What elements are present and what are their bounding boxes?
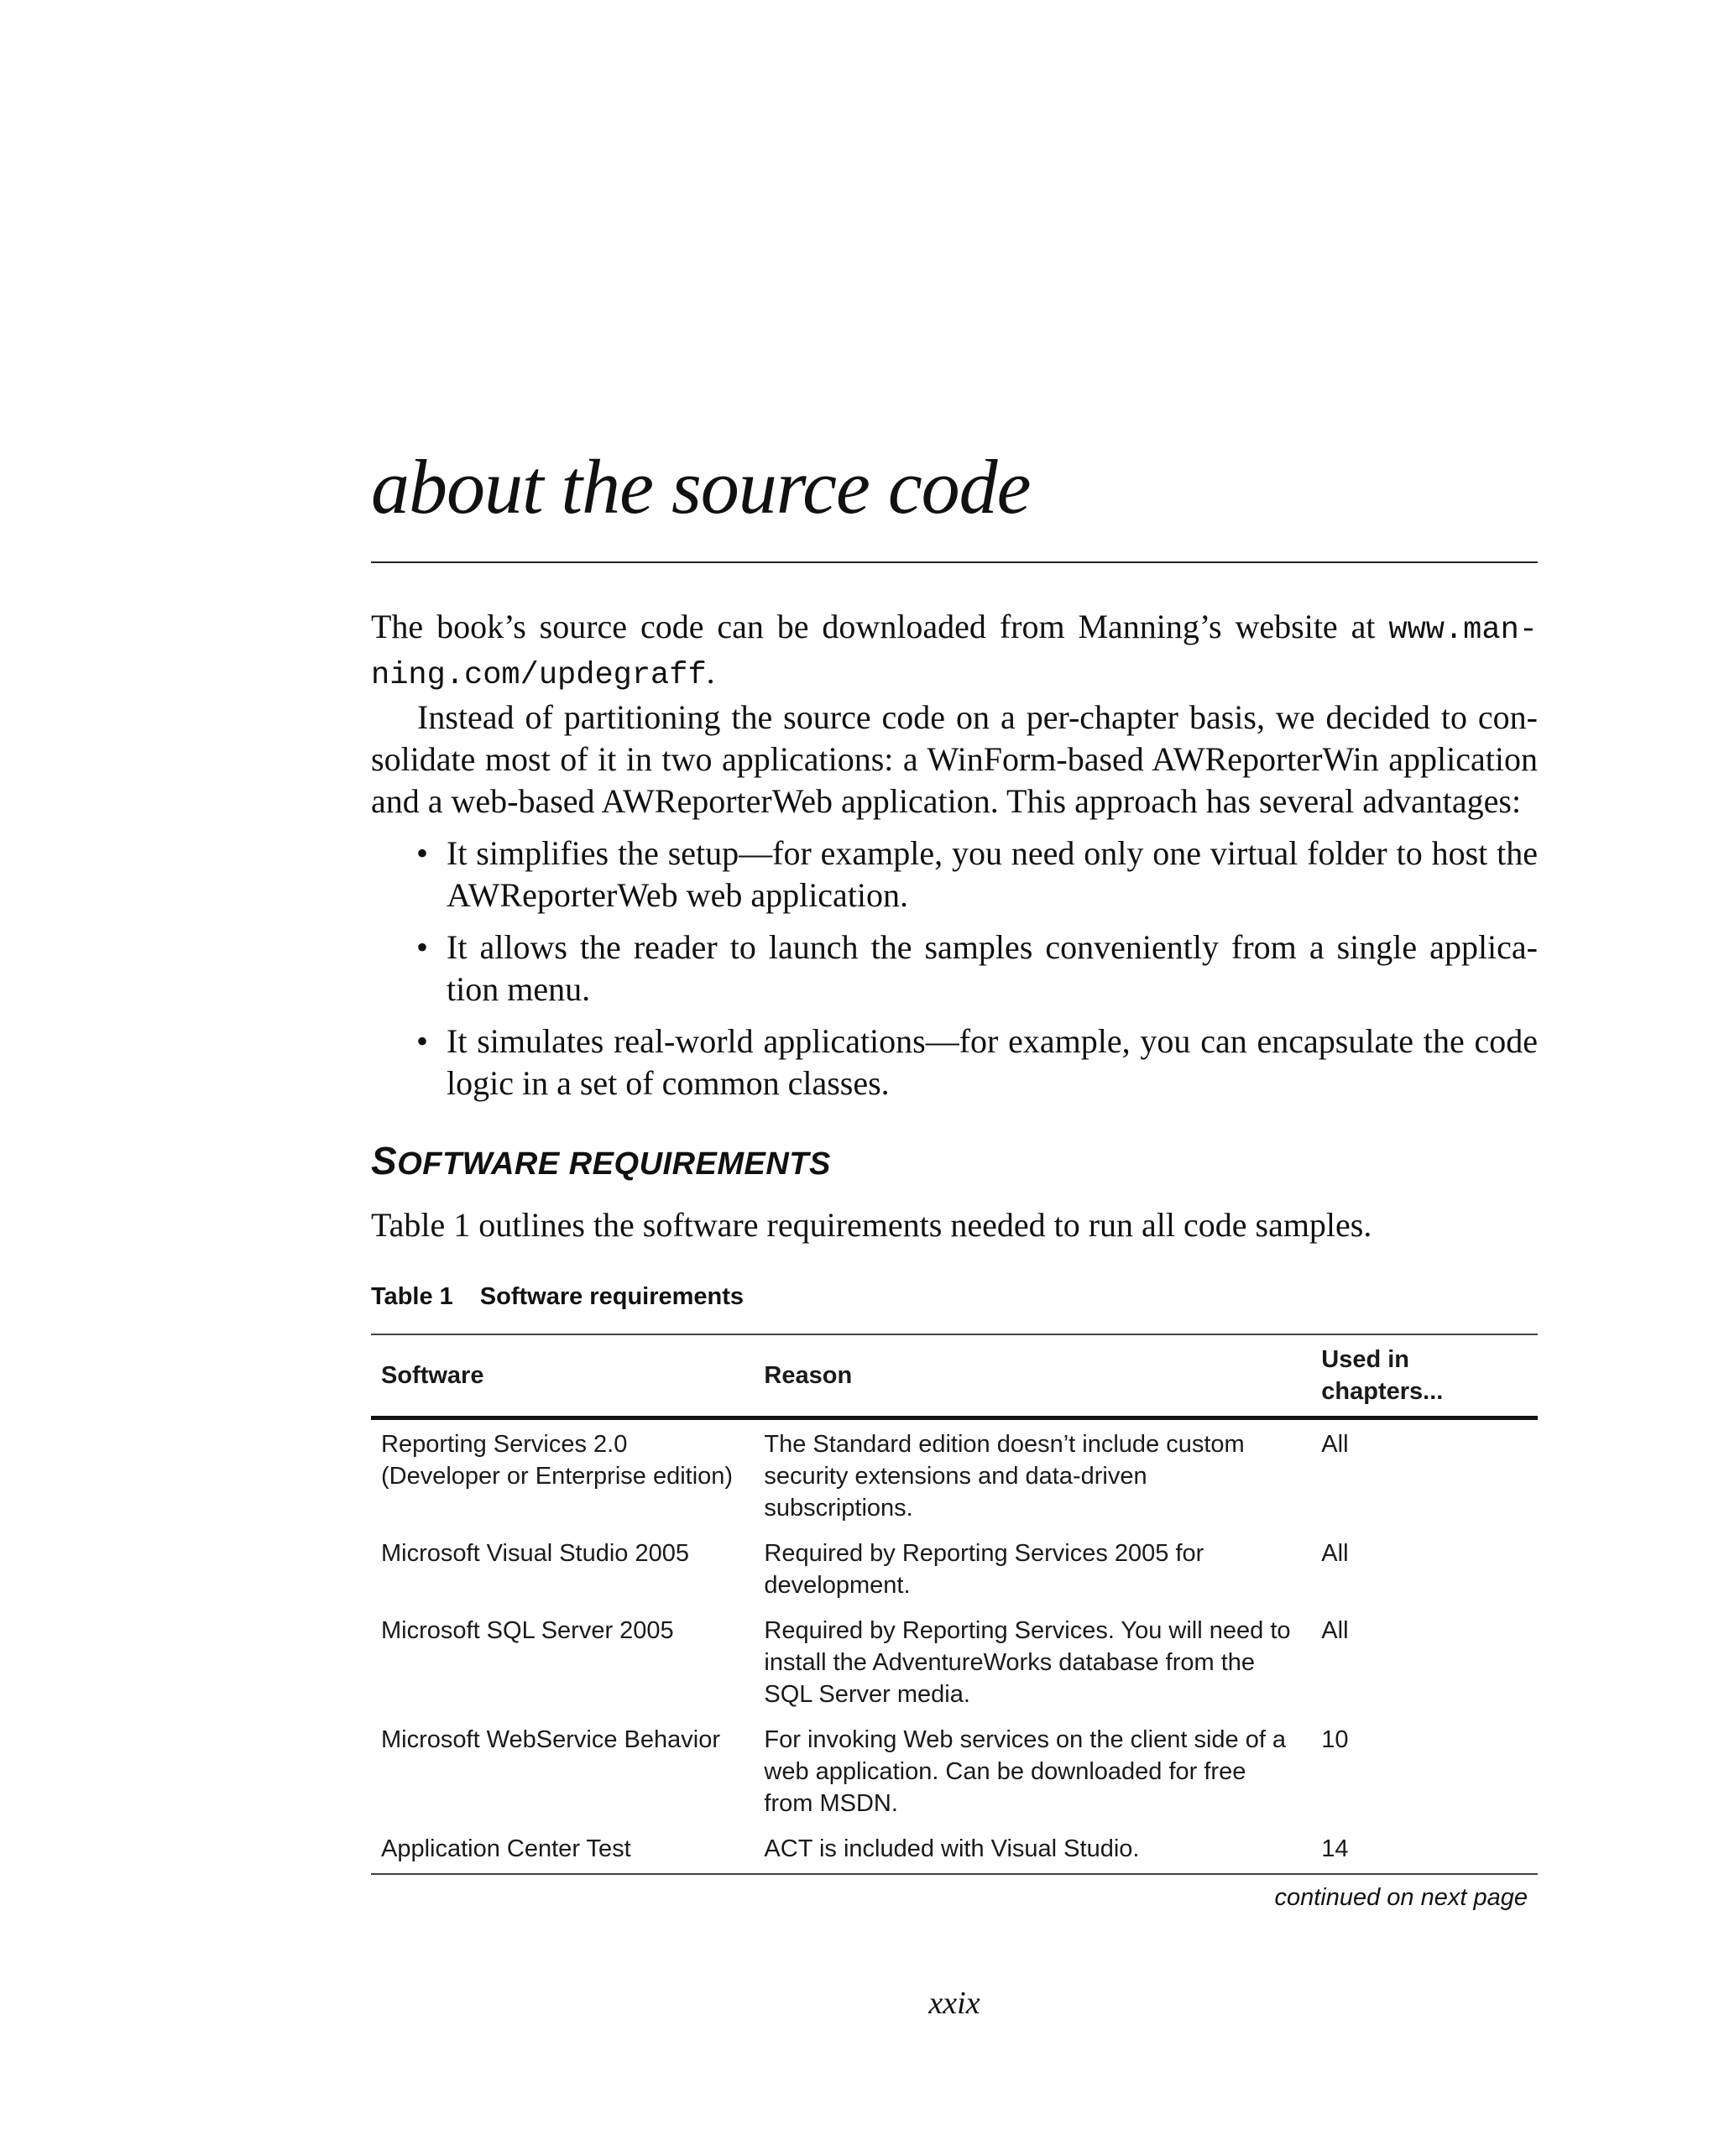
table-intro: Table 1 outlines the software requirements needed to run all code samples. bbox=[371, 1206, 1372, 1244]
cell-reason: Required by Reporting Services 2005 for development. bbox=[764, 1540, 1204, 1599]
list-item bbox=[416, 927, 1538, 1010]
advantages-list bbox=[371, 833, 1538, 1104]
paragraph-approach: Instead of partitioning the source code on a per-chapter basis, we decided to con-solidate most of it in two applications: a WinForm-based AWReporterWin application and a web-based AWReporterWeb application. This approach has several advantages: bbox=[371, 698, 1538, 820]
bullet-icon: • bbox=[416, 1022, 429, 1060]
cell-reason: ACT is included with Visual Studio. bbox=[754, 1826, 1311, 1874]
header-reason: Reason bbox=[764, 1362, 853, 1389]
cell-software: Microsoft Visual Studio 2005 bbox=[381, 1540, 690, 1567]
table-row bbox=[371, 1826, 1538, 1874]
table-row bbox=[371, 1608, 1538, 1717]
cell-reason: The Standard edition doesn’t include custom security extensions and data-driven subscriptions. bbox=[764, 1431, 1245, 1522]
section-heading bbox=[371, 1140, 831, 1182]
list-item-text: It simulates real-world applications—for example, you can encapsulate the code logic in a set of common classes. bbox=[447, 1022, 1538, 1102]
table-row bbox=[371, 1418, 1538, 1532]
list-item-text: It simplifies the setup—for example, you need only one virtual folder to host the AWReporterWeb web application. bbox=[447, 834, 1538, 914]
cell-used: All bbox=[1321, 1540, 1349, 1567]
table-row bbox=[371, 1717, 1538, 1826]
cell-reason: For invoking Web services on the client side of a web application. Can be downloaded for free from MSDN. bbox=[764, 1726, 1287, 1817]
table-caption-title: Software requirements bbox=[479, 1283, 745, 1310]
table-caption bbox=[371, 1282, 744, 1312]
section-heading-rest: OFTWARE REQUIREMENTS bbox=[397, 1146, 831, 1182]
requirements-table bbox=[371, 1334, 1538, 1875]
chapter-title: about the source code bbox=[371, 444, 1031, 530]
cell-used: 14 bbox=[1311, 1826, 1538, 1874]
source-code-url: www.man-ning.com/updegraff bbox=[371, 613, 1538, 693]
paragraph-download-end: . bbox=[706, 653, 715, 691]
bullet-icon: • bbox=[416, 834, 429, 872]
paragraph-download-text: The book’s source code can be downloaded from Manning’s website at bbox=[371, 608, 1389, 645]
header-used-in: Used in chapters... bbox=[1321, 1346, 1444, 1405]
continued-note: continued on next page bbox=[1274, 1884, 1528, 1911]
cell-used: 10 bbox=[1321, 1726, 1349, 1753]
section-heading-initial: S bbox=[371, 1139, 398, 1182]
title-rule bbox=[371, 561, 1538, 563]
cell-used: All bbox=[1321, 1617, 1349, 1644]
body-text bbox=[371, 606, 1538, 1115]
cell-software: Application Center Test bbox=[371, 1826, 754, 1874]
cell-software: Microsoft WebService Behavior bbox=[381, 1726, 721, 1753]
list-item-text: It allows the reader to launch the samples conveniently from a single applica-tion menu. bbox=[447, 928, 1538, 1008]
cell-used: All bbox=[1321, 1431, 1349, 1458]
cell-reason: Required by Reporting Services. You will need to install the AdventureWorks database from the SQL Server media. bbox=[764, 1617, 1291, 1708]
bullet-icon: • bbox=[416, 928, 429, 966]
page-number: xxix bbox=[928, 1986, 980, 2021]
paragraph-download bbox=[371, 606, 1538, 697]
list-item bbox=[416, 833, 1538, 916]
book-page bbox=[371, 0, 1538, 2156]
header-software: Software bbox=[381, 1362, 484, 1389]
table-row bbox=[371, 1531, 1538, 1608]
requirements-table-wrap bbox=[371, 1334, 1538, 1875]
list-item bbox=[416, 1021, 1538, 1104]
table-caption-number: Table 1 bbox=[371, 1283, 453, 1310]
cell-software: Reporting Services 2.0 (Developer or Enterprise edition) bbox=[381, 1431, 734, 1490]
cell-software: Microsoft SQL Server 2005 bbox=[381, 1617, 674, 1644]
table-header-row bbox=[371, 1334, 1538, 1418]
